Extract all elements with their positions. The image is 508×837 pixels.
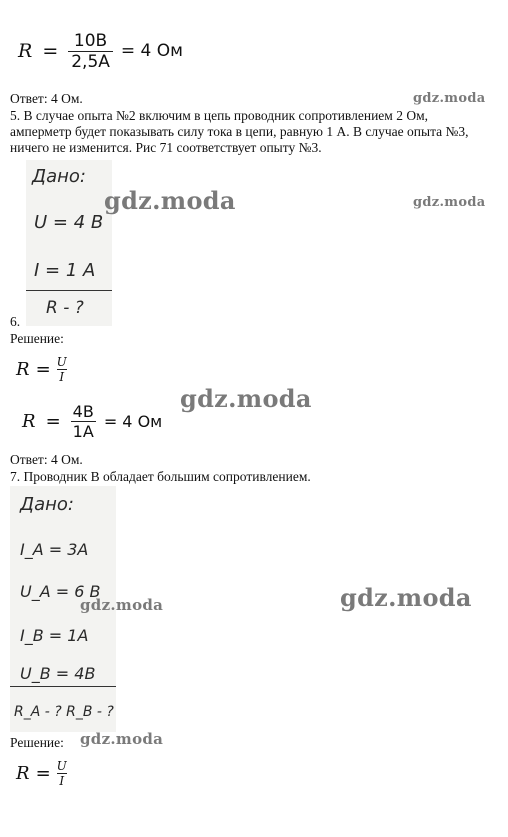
formula-denominator: 1А xyxy=(72,421,94,441)
formula-lhs: R xyxy=(16,358,30,380)
note-line: U = 4 B xyxy=(34,212,104,233)
note-line: U_A = 6 B xyxy=(20,582,101,601)
note-line: I = 1 A xyxy=(34,260,96,281)
formula-lhs: R xyxy=(16,762,30,784)
formula-lhs: R xyxy=(22,410,36,432)
answer-line: Ответ: 4 Ом. xyxy=(10,452,83,467)
formula-general xyxy=(16,348,67,390)
formula-numerator: U xyxy=(56,354,67,369)
watermark: gdz.moda xyxy=(80,730,164,748)
note-find: R - ? xyxy=(46,298,84,318)
handwritten-note-6 xyxy=(26,160,112,326)
formula-numerator: U xyxy=(56,758,67,773)
formula-eq: = xyxy=(35,358,51,380)
watermark: gdz.moda xyxy=(80,596,164,614)
formula-fraction xyxy=(57,759,67,788)
note-line: I_A = 3A xyxy=(20,540,89,559)
formula-lhs: R xyxy=(18,40,33,62)
formula-fraction xyxy=(68,31,113,72)
watermark: gdz.moda xyxy=(180,384,312,413)
formula-eq: = xyxy=(42,40,59,62)
formula-eq: = xyxy=(45,410,61,432)
solution-label: Решение: xyxy=(10,735,64,750)
watermark: gdz.moda xyxy=(413,195,486,210)
note-divider xyxy=(26,290,112,291)
formula-denominator: I xyxy=(59,369,65,384)
answer-line: Ответ: 4 Ом. xyxy=(10,91,83,106)
formula-result: = 4 Ом xyxy=(103,411,163,431)
formula-fraction xyxy=(57,355,67,384)
formula-eq: = xyxy=(35,762,51,784)
formula-numerator: 4В xyxy=(72,401,94,421)
formula-denominator: I xyxy=(59,773,65,788)
note-line: I_B = 1A xyxy=(20,626,89,645)
note-line: U_B = 4B xyxy=(20,664,96,683)
watermark: gdz.moda xyxy=(104,186,236,215)
solution-label: Решение: xyxy=(10,331,64,346)
formula-fraction xyxy=(71,402,96,441)
formula-denominator: 2,5А xyxy=(71,51,110,72)
problem-5-text: 5. В случае опыта №2 включим в цепь проводник сопротивлением 2 Ом, амперметр будет показывать силу тока в цепи, равную 1 А. В случае опыта №3, ничего не изменится. Рис 71 соответствует опыту №3. xyxy=(10,108,469,155)
watermark: gdz.moda xyxy=(340,583,472,612)
formula-numerator: 10В xyxy=(73,30,108,51)
watermark: gdz.moda xyxy=(413,91,486,106)
formula-result: = 4 Ом xyxy=(120,41,183,61)
note-title: Дано: xyxy=(20,494,74,515)
problem-number: 6. xyxy=(10,314,21,329)
note-find: R_A - ? R_B - ? xyxy=(14,704,114,720)
problem-7-text: 7. Проводник В обладает большим сопротивлением. xyxy=(10,469,311,484)
formula-top xyxy=(18,24,183,78)
formula-general xyxy=(16,752,67,794)
formula-6 xyxy=(22,396,162,446)
note-divider xyxy=(10,686,116,687)
note-title: Дано: xyxy=(32,166,86,187)
